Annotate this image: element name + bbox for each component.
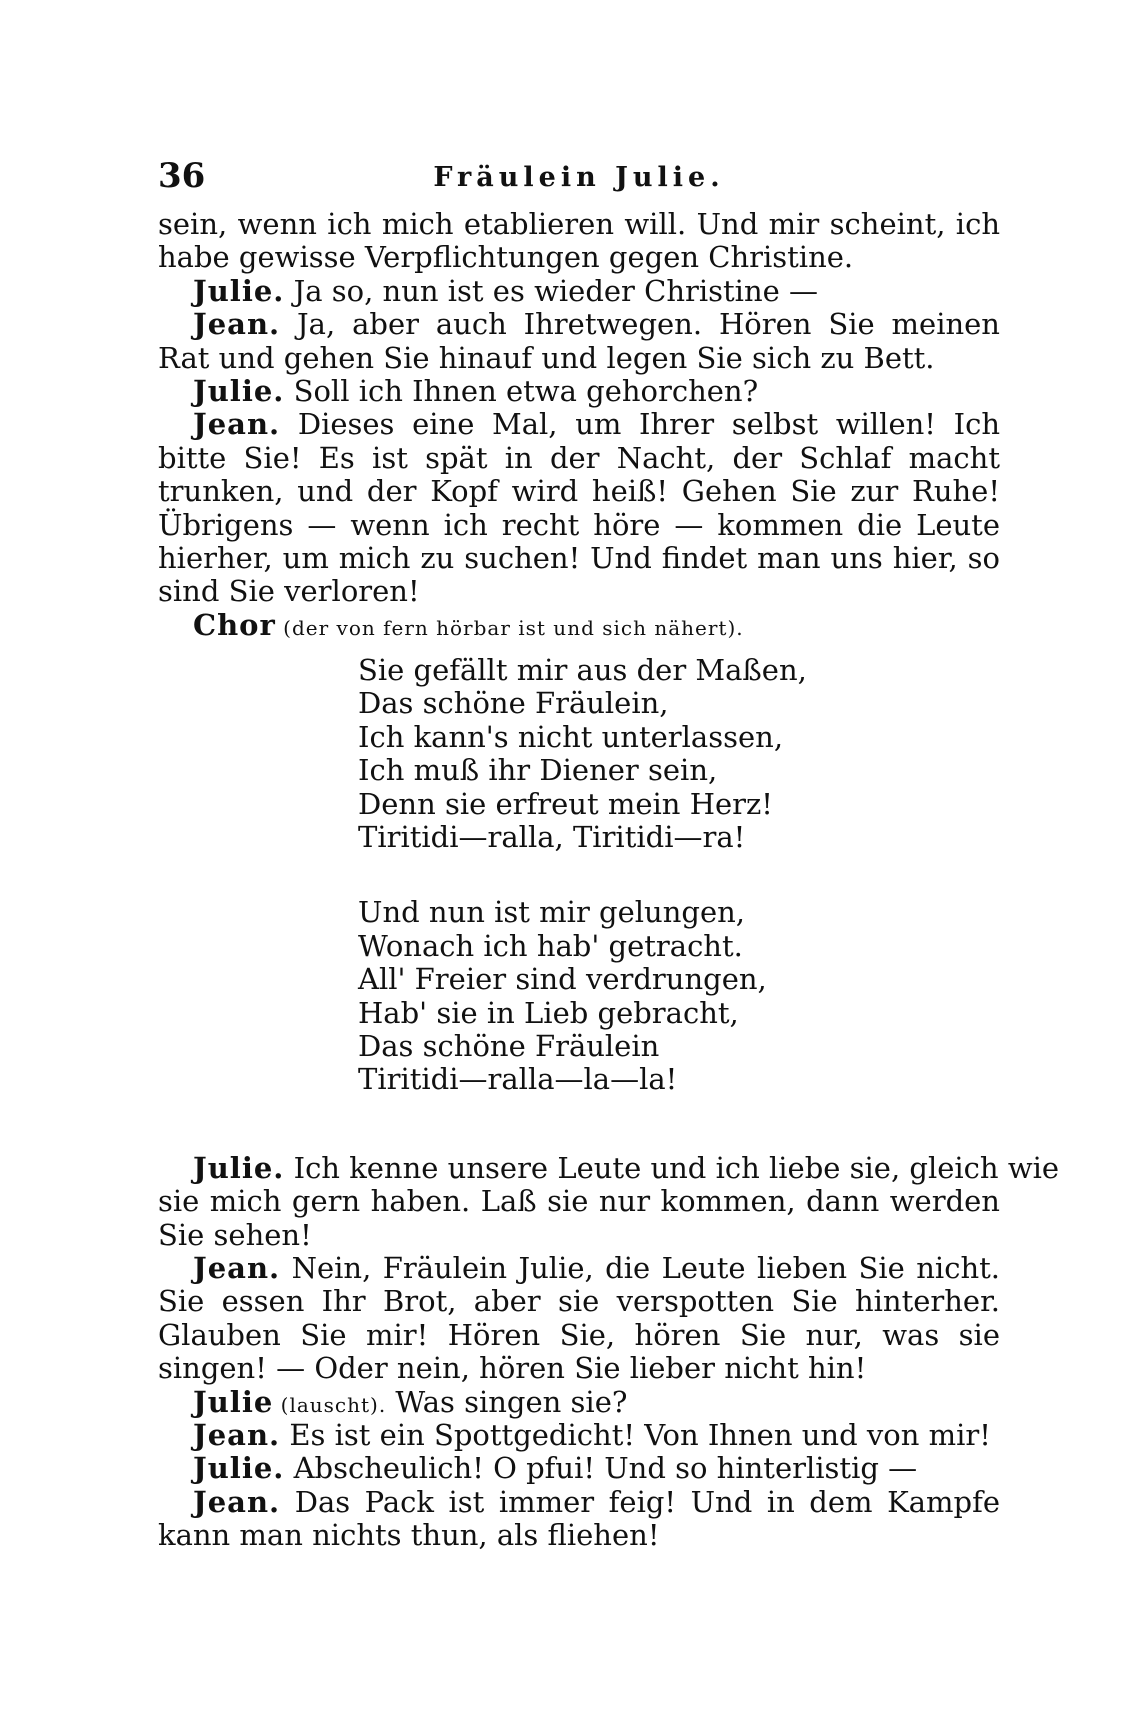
dialogue-text: Dieses eine Mal, um Ihrer selbst willen! Ich [280,407,1000,442]
speaker-name: Julie. [193,273,285,308]
speaker-name: Julie. [193,1150,285,1185]
speaker-name: Chor [193,607,276,642]
verse-line: Wonach ich hab' getracht. [358,928,743,963]
text-line: singen! — Oder nein, hören Sie lieber nicht hin! [158,1351,867,1386]
verse-line: Ich muß ihr Diener sein, [358,753,718,788]
verse-line: Das schöne Fräulein [358,1028,660,1063]
song-stanza-1 [158,654,1000,854]
verse-line: Tiritidi—ralla, Tiritidi—ra! [358,820,746,855]
running-title: Fräulein Julie. [433,162,725,193]
dialogue-line [158,1419,1000,1452]
text-line: Rat und gehen Sie hinauf und legen Sie sich zu Bett. [158,340,935,375]
text-line: Sie sehen! [158,1217,312,1252]
dialogue-line [158,1252,1000,1285]
verse-line: Das schöne Fräulein, [358,686,669,721]
verse-line: Sie gefällt mir aus der Maßen, [358,653,807,688]
verse-line: Ich kann's nicht unterlassen, [358,719,784,754]
text-line: Sie essen Ihr Brot, aber sie verspotten Sie hinterher. [158,1284,1000,1319]
dialogue-text: Abscheulich! O pfui! Und so hinterlistig — [284,1451,918,1486]
dialogue-line [158,275,1000,308]
dialogue-text: Soll ich Ihnen etwa gehorchen? [284,373,759,408]
dialogue-line [158,1486,1000,1519]
verse-line: Denn sie erfreut mein Herz! [358,786,773,821]
dialogue-text: Das Pack ist immer feig! Und in dem Kampfe [280,1484,1000,1519]
chorus-heading [158,609,1000,642]
dialogue-text: Ich kenne unsere Leute und ich liebe sie, gleich wie [284,1150,1060,1185]
dialogue-line [158,375,1000,408]
dialogue-line [158,408,1000,441]
text-line: sein, wenn ich mich etablieren will. Und mir scheint, ich [158,207,1000,241]
text-line: hierher, um mich zu suchen! Und findet man uns hier, so [158,540,1000,575]
dialogue-text: Nein, Fräulein Julie, die Leute lieben Sie nicht. [280,1250,1000,1285]
dialogue-text: Ja, aber auch Ihretwegen. Hören Sie meinen [280,307,1000,342]
verse-line: All' Freier sind verdrungen, [358,962,767,997]
speaker-name: Julie. [193,373,285,408]
stage-direction: (der von fern hörbar ist und sich nähert). [275,615,744,640]
text-line: bitte Sie! Es ist spät in der Nacht, der Schlaf macht [158,440,1000,475]
speaker-name: Jean. [193,1484,281,1519]
page-header [158,150,1000,200]
page-number: 36 [158,156,206,196]
speaker-name: Julie [193,1384,274,1419]
verse-line: Und nun ist mir gelungen, [358,895,746,930]
dialogue-text: Ja so, nun ist es wieder Christine — [284,273,819,308]
verse-line: Hab' sie in Lieb gebracht, [358,995,739,1030]
dialogue-line [158,308,1000,341]
dialogue-line [158,1150,1060,1185]
song-stanza-2 [158,896,1000,1096]
stage-direction: (lauscht). [273,1392,387,1417]
verse-line: Tiritidi—ralla—la—la! [358,1062,678,1097]
speaker-name: Jean. [193,307,281,342]
text-line: Glauben Sie mir! Hören Sie, hören Sie nur, was sie [158,1317,1000,1352]
text-line: sie mich gern haben. Laß sie nur kommen, dann werden [158,1184,1000,1219]
page-body [158,207,1060,1553]
text-line: kann man nichts thun, als fliehen! [158,1518,660,1553]
dialogue-line [158,1386,1000,1419]
text-line: habe gewisse Verpflichtungen gegen Christine. [158,240,854,275]
speaker-name: Jean. [193,407,281,442]
text-line: trunken, und der Kopf wird heiß! Gehen Sie zur Ruhe! [158,474,1000,509]
dialogue-text: Was singen sie? [386,1384,628,1419]
text-line: sind Sie verloren! [158,574,420,609]
speaker-name: Jean. [193,1417,281,1452]
speaker-name: Julie. [193,1451,285,1486]
dialogue-text: Es ist ein Spottgedicht! Von Ihnen und von mir! [280,1417,991,1452]
speaker-name: Jean. [193,1250,281,1285]
dialogue-line [158,1452,1000,1485]
text-line: Übrigens — wenn ich recht höre — kommen die Leute [158,507,1000,542]
